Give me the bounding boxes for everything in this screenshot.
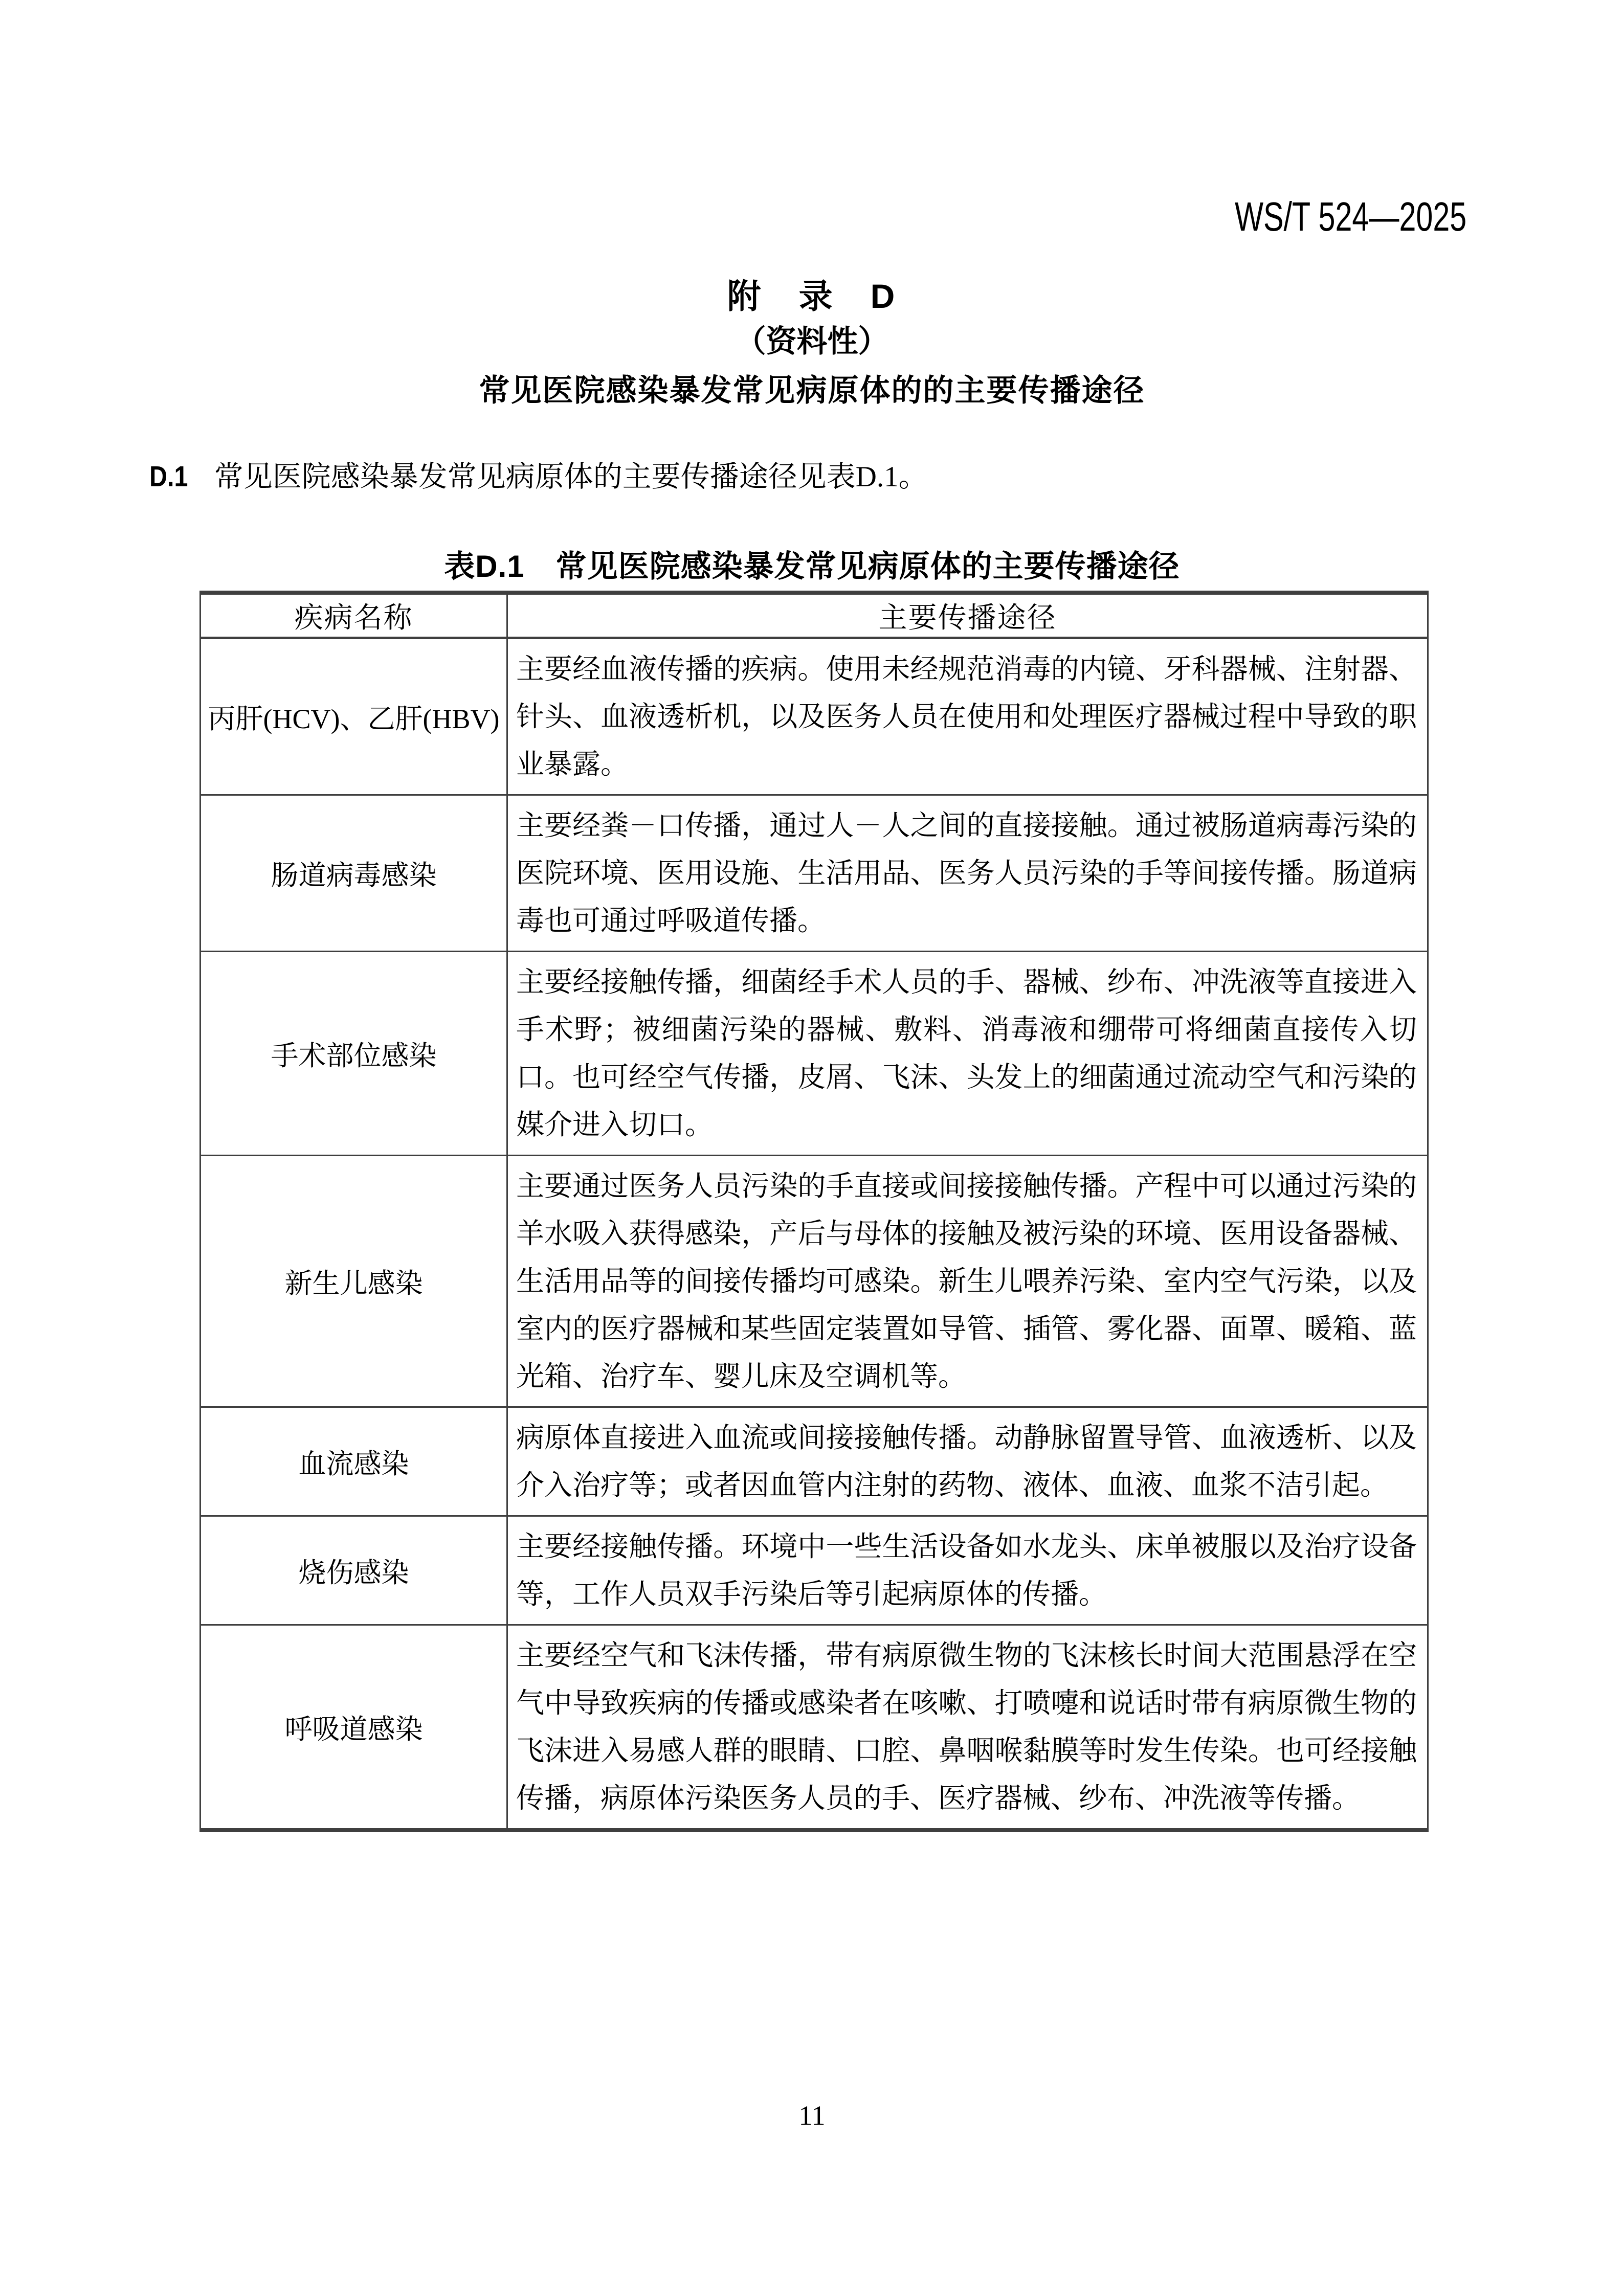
disease-cell: 肠道病毒感染: [201, 795, 507, 952]
table-row: [201, 1516, 1428, 1625]
disease-cell: 烧伤感染: [201, 1516, 507, 1625]
route-cell: 主要经粪－口传播，通过人－人之间的直接接触。通过被肠道病毒污染的医院环境、医用设施、生活用品、医务人员污染的手等间接传播。肠道病毒也可通过呼吸道传播。: [507, 795, 1428, 952]
disease-cell: 丙肝(HCV)、乙肝(HBV): [201, 638, 507, 795]
route-cell: 主要经空气和飞沫传播，带有病原微生物的飞沫核长时间大范围悬浮在空气中导致疾病的传播或感染者在咳嗽、打喷嚏和说话时带有病原微生物的飞沫进入易感人群的眼睛、口腔、鼻咽喉黏膜等时发生传染。也可经接触传播，病原体污染医务人员的手、医疗器械、纱布、冲洗液等传播。: [507, 1625, 1428, 1831]
route-cell: 主要经接触传播，细菌经手术人员的手、器械、纱布、冲洗液等直接进入手术野；被细菌污染的器械、敷料、消毒液和绷带可将细菌直接传入切口。也可经空气传播，皮屑、飞沫、头发上的细菌通过流动空气和污染的媒介进入切口。: [507, 952, 1428, 1156]
disease-cell: 手术部位感染: [201, 952, 507, 1156]
disease-cell: 血流感染: [201, 1407, 507, 1516]
column-header-route: 主要传播途径: [507, 593, 1428, 638]
table-row: [201, 1625, 1428, 1831]
table-row: [201, 1407, 1428, 1516]
route-cell: 病原体直接进入血流或间接接触传播。动静脉留置导管、血液透析、以及介入治疗等；或者因血管内注射的药物、液体、血液、血浆不洁引起。: [507, 1407, 1428, 1516]
standard-number: WS/T 524—2025: [1234, 194, 1466, 239]
appendix-heading: 常见医院感染暴发常见病原体的的主要传播途径: [479, 373, 1145, 408]
disease-cell: 呼吸道感染: [201, 1625, 507, 1831]
transmission-table: [199, 591, 1429, 1832]
clause-number: D.1: [149, 460, 188, 493]
table-header-row: [201, 593, 1428, 638]
route-cell: 主要经接触传播。环境中一些生活设备如水龙头、床单被服以及治疗设备等，工作人员双手污染后等引起病原体的传播。: [507, 1516, 1428, 1625]
route-cell: 主要经血液传播的疾病。使用未经规范消毒的内镜、牙科器械、注射器、针头、血液透析机，以及医务人员在使用和处理医疗器械过程中导致的职业暴露。: [507, 638, 1428, 795]
column-header-disease: 疾病名称: [201, 593, 507, 638]
disease-cell: 新生儿感染: [201, 1156, 507, 1407]
table-row: [201, 795, 1428, 952]
table-body: [201, 638, 1428, 1831]
table-row: [201, 1156, 1428, 1407]
intro-paragraph: [149, 453, 928, 495]
appendix-type-label: （资料性）: [735, 324, 889, 358]
intro-text: 常见医院感染暴发常见病原体的主要传播途径见表D.1。: [214, 461, 928, 493]
table-row: [201, 638, 1428, 795]
appendix-title: 附 录 D: [727, 277, 897, 315]
table-caption: 表D.1 常见医院感染暴发常见病原体的主要传播途径: [444, 549, 1180, 583]
table-row: [201, 952, 1428, 1156]
page-number: 11: [798, 2100, 826, 2131]
route-cell: 主要通过医务人员污染的手直接或间接接触传播。产程中可以通过污染的羊水吸入获得感染，产后与母体的接触及被污染的环境、医用设备器械、生活用品等的间接传播均可感染。新生儿喂养污染、室内空气污染，以及室内的医疗器械和某些固定装置如导管、插管、雾化器、面罩、暖箱、蓝光箱、治疗车、婴儿床及空调机等。: [507, 1156, 1428, 1407]
